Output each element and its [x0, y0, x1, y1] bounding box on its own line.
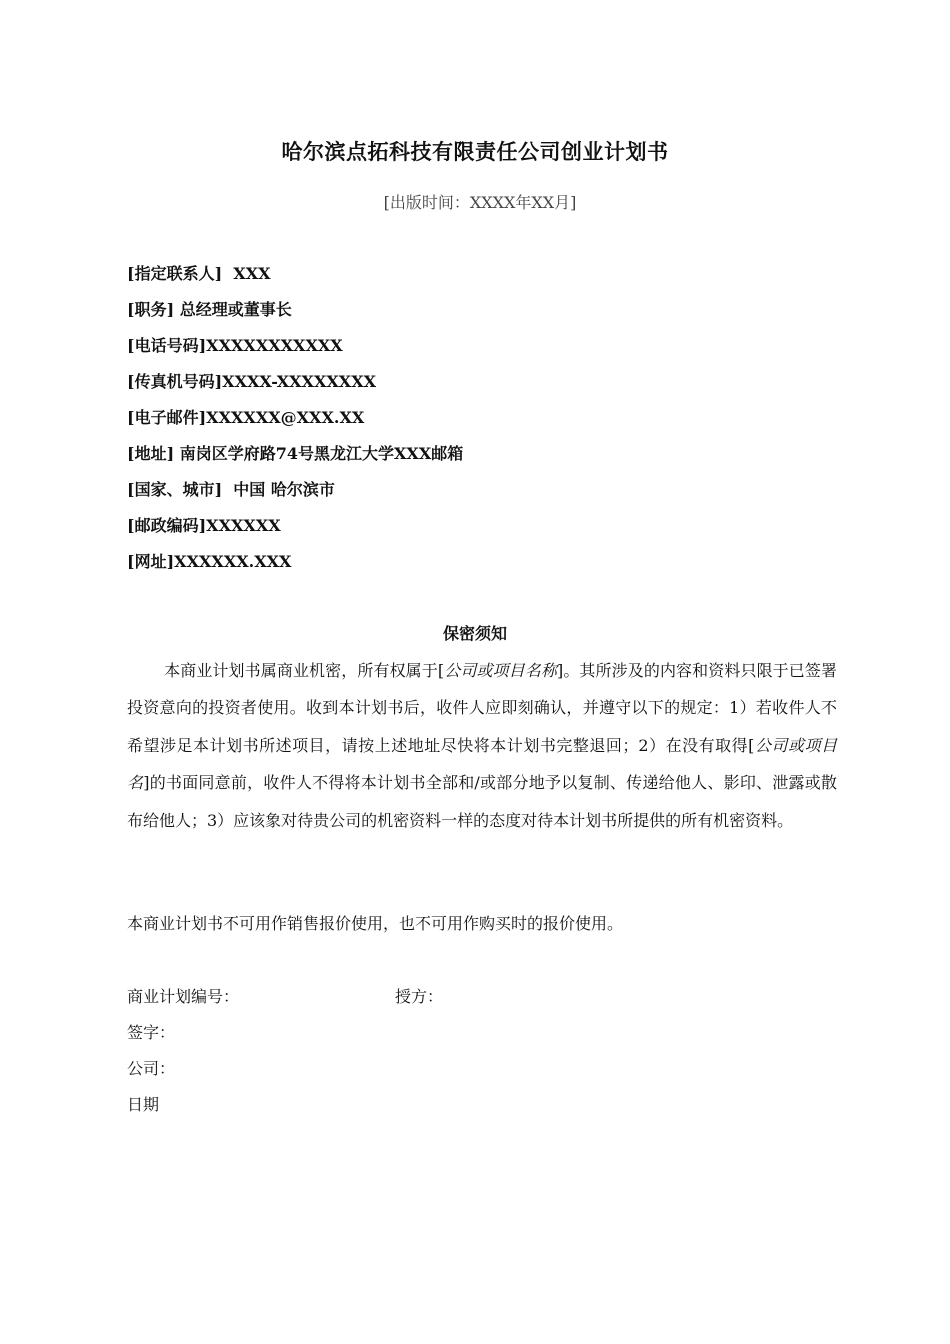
sign-row-date — [127, 1091, 837, 1127]
notice-text: ]的书面同意前，收件人不得将本计划书全部和/或部分地予以复制、传递给他人、影印、泄露或散布给他人；3）应该象对待贵公司的机密资料一样的态度对待本计划书所提供的所有机密资料。 — [127, 773, 837, 830]
contact-value: 南岗区学府路74号黑龙江大学XXX邮箱 — [174, 444, 464, 463]
contact-label: [邮政编码] — [127, 516, 207, 535]
plan-number-label: 商业计划编号： — [127, 987, 240, 1006]
document-title: 哈尔滨点拓科技有限责任公司创业计划书 — [281, 139, 669, 164]
contact-label: [网址] — [127, 552, 175, 571]
date-label: 日期 — [127, 1095, 160, 1114]
contact-line-phone — [127, 334, 827, 370]
contact-line-fax — [127, 370, 827, 406]
contact-line-contact-person — [127, 262, 827, 298]
confidentiality-notice-body — [127, 652, 837, 839]
contact-value: XXX — [222, 264, 271, 283]
sign-row-signature — [127, 1019, 837, 1055]
contact-label: [职务] — [127, 300, 175, 319]
contact-value: 总经理或董事长 — [174, 300, 292, 319]
publication-date: [出版时间：XXXX年XX月] — [383, 193, 577, 212]
contact-label: [指定联系人] — [127, 264, 223, 283]
sign-row-company — [127, 1055, 837, 1091]
contact-line-website — [127, 550, 827, 586]
contact-value: XXXXXXXXXXX — [206, 336, 343, 355]
contact-info-block — [127, 262, 827, 586]
contact-label: [电子邮件] — [127, 408, 207, 427]
contact-line-country-city — [127, 478, 827, 514]
notice-text: 本商业计划书属商业机密，所有权属于[ — [164, 661, 445, 680]
contact-value: 中国 哈尔滨市 — [222, 480, 335, 499]
sign-row-plan-number — [127, 983, 837, 1019]
contact-value: XXXXXX.XXX — [174, 552, 292, 571]
notice-text: ]。其所涉及的内容和资料只限于已签署投资意向的投资者使用。收到本计划书后，收件人应即刻确认，并遵守以下的规定：1）若收件人不希望涉足本计划书所述项目，请按上述地址尽快将本计划书完整退回；2）在没有取得[ — [127, 661, 837, 755]
contact-value: XXXXXX@XXX.XX — [206, 408, 365, 427]
contact-line-address — [127, 442, 827, 478]
contact-label: [电话号码] — [127, 336, 207, 355]
grantee-label: 授方： — [395, 987, 444, 1006]
contact-value: XXXX-XXXXXXXX — [222, 372, 377, 391]
contact-value: XXXXXX — [206, 516, 281, 535]
contact-label: [地址] — [127, 444, 175, 463]
notice-placeholder-company: 公司或项目名 — [127, 735, 837, 793]
quotation-disclaimer: 本商业计划书不可用作销售报价使用，也不可用作购买时的报价使用。 — [127, 914, 624, 933]
contact-label: [传真机号码] — [127, 372, 223, 391]
company-label: 公司： — [127, 1059, 176, 1078]
contact-line-postcode — [127, 514, 827, 550]
contact-line-email — [127, 406, 827, 442]
confidentiality-notice-title: 保密须知 — [442, 624, 507, 643]
signature-block — [127, 983, 837, 1127]
contact-line-position — [127, 298, 827, 334]
notice-placeholder-company: 公司或项目名称 — [444, 661, 557, 680]
contact-label: [国家、城市] — [127, 480, 223, 499]
signature-label: 签字： — [127, 1023, 176, 1042]
